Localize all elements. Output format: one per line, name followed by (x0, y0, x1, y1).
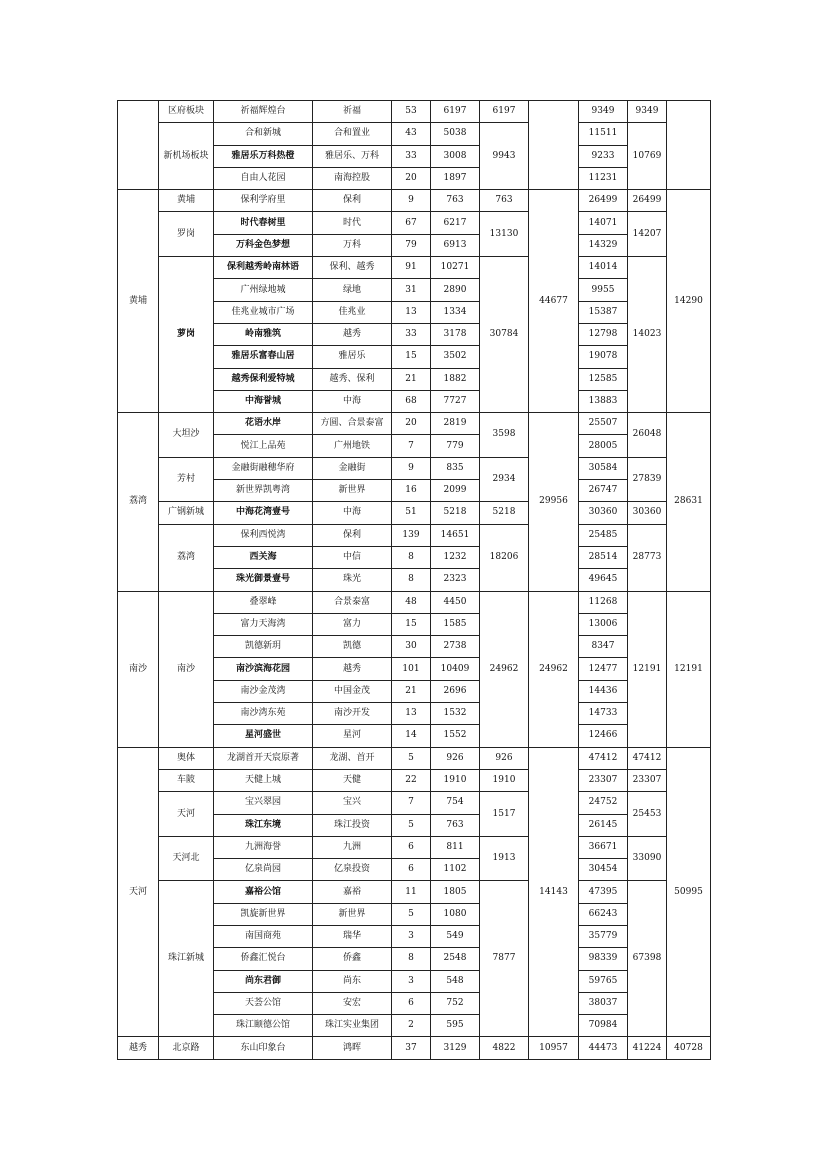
developer-cell: 方圆、合景泰富 (313, 413, 392, 435)
developer-cell: 亿泉投资 (313, 859, 392, 881)
developer-cell: 新世界 (313, 903, 392, 925)
project-name-cell: 东山印象台 (214, 1037, 313, 1059)
project-name-cell: 富力天海湾 (214, 613, 313, 635)
table-row (118, 457, 711, 479)
project-name-cell: 嘉裕公馆 (214, 881, 313, 903)
price-cell: 47395 (579, 881, 628, 903)
price-cell: 15387 (579, 301, 628, 323)
units-cell: 5 (392, 814, 431, 836)
project-name-cell: 祈福辉煌台 (214, 101, 313, 123)
developer-cell: 珠江实业集团 (313, 1015, 392, 1037)
block-avg-price-cell: 47412 (628, 747, 667, 769)
developer-cell: 富力 (313, 613, 392, 635)
district-cell: 天河 (118, 747, 159, 1037)
block-area-sum-cell: 1517 (480, 792, 529, 837)
table-row (118, 792, 711, 814)
price-cell: 66243 (579, 903, 628, 925)
table-row (118, 190, 711, 212)
units-cell: 9 (392, 457, 431, 479)
table-row (118, 257, 711, 279)
units-cell: 15 (392, 346, 431, 368)
project-name-cell: 广州绿地城 (214, 279, 313, 301)
project-name-cell: 亿泉尚园 (214, 859, 313, 881)
area-cell: 3008 (431, 145, 480, 167)
block-avg-price-cell: 26048 (628, 413, 667, 458)
developer-cell: 鸿晖 (313, 1037, 392, 1059)
project-name-cell: 中海誉城 (214, 390, 313, 412)
project-name-cell: 保利越秀岭南林语 (214, 257, 313, 279)
block-avg-price-cell: 12191 (628, 591, 667, 747)
price-cell: 47412 (579, 747, 628, 769)
units-cell: 30 (392, 636, 431, 658)
block-area-sum-cell: 13130 (480, 212, 529, 257)
developer-cell: 合和置业 (313, 123, 392, 145)
district-avg-price-cell: 50995 (667, 747, 711, 1037)
developer-cell: 南沙开发 (313, 703, 392, 725)
price-cell: 98339 (579, 948, 628, 970)
developer-cell: 龙湖、首开 (313, 747, 392, 769)
table-row (118, 212, 711, 234)
project-name-cell: 新世界凯粤湾 (214, 480, 313, 502)
area-cell: 811 (431, 836, 480, 858)
units-cell: 9 (392, 190, 431, 212)
project-name-cell: 佳兆业城市广场 (214, 301, 313, 323)
block-cell: 芳村 (159, 457, 214, 502)
project-name-cell: 花语水岸 (214, 413, 313, 435)
block-cell: 广钢新城 (159, 502, 214, 524)
developer-cell: 保利 (313, 524, 392, 546)
developer-cell: 宝兴 (313, 792, 392, 814)
units-cell: 3 (392, 925, 431, 947)
area-cell: 3178 (431, 323, 480, 345)
area-cell: 835 (431, 457, 480, 479)
project-name-cell: 雅居乐富春山居 (214, 346, 313, 368)
units-cell: 8 (392, 948, 431, 970)
block-avg-price-cell: 9349 (628, 101, 667, 123)
units-cell: 15 (392, 613, 431, 635)
area-cell: 2548 (431, 948, 480, 970)
area-cell: 1334 (431, 301, 480, 323)
block-area-sum-cell: 1910 (480, 769, 529, 791)
area-cell: 763 (431, 814, 480, 836)
price-cell: 14329 (579, 234, 628, 256)
project-name-cell: 雅居乐万科热橙 (214, 145, 313, 167)
price-cell: 14436 (579, 680, 628, 702)
price-cell: 30454 (579, 859, 628, 881)
price-cell: 9955 (579, 279, 628, 301)
block-avg-price-cell: 25453 (628, 792, 667, 837)
table-body (118, 101, 711, 1060)
area-cell: 3129 (431, 1037, 480, 1059)
block-cell: 珠江新城 (159, 881, 214, 1037)
project-name-cell: 九洲海誉 (214, 836, 313, 858)
block-avg-price-cell: 33090 (628, 836, 667, 881)
developer-cell: 佳兆业 (313, 301, 392, 323)
area-cell: 2099 (431, 480, 480, 502)
developer-cell: 合景泰富 (313, 591, 392, 613)
units-cell: 37 (392, 1037, 431, 1059)
developer-cell: 中海 (313, 390, 392, 412)
developer-cell: 天健 (313, 769, 392, 791)
price-cell: 19078 (579, 346, 628, 368)
area-cell: 754 (431, 792, 480, 814)
project-name-cell: 侨鑫汇悦台 (214, 948, 313, 970)
table-row (118, 836, 711, 858)
developer-cell: 珠光 (313, 569, 392, 591)
units-cell: 5 (392, 903, 431, 925)
price-cell: 28514 (579, 546, 628, 568)
block-cell: 北京路 (159, 1037, 214, 1059)
price-cell: 13006 (579, 613, 628, 635)
project-name-cell: 凯德新玥 (214, 636, 313, 658)
project-name-cell: 叠翠峰 (214, 591, 313, 613)
developer-cell: 越秀 (313, 658, 392, 680)
area-cell: 6197 (431, 101, 480, 123)
district-area-total-cell: 29956 (529, 413, 579, 591)
table-row (118, 101, 711, 123)
units-cell: 68 (392, 390, 431, 412)
developer-cell: 珠江投资 (313, 814, 392, 836)
project-name-cell: 尚东君御 (214, 970, 313, 992)
price-cell: 70984 (579, 1015, 628, 1037)
developer-cell: 越秀 (313, 323, 392, 345)
units-cell: 2 (392, 1015, 431, 1037)
area-cell: 549 (431, 925, 480, 947)
units-cell: 67 (392, 212, 431, 234)
table-row (118, 524, 711, 546)
developer-cell: 雅居乐 (313, 346, 392, 368)
district-avg-price-cell: 28631 (667, 413, 711, 591)
developer-cell: 保利 (313, 190, 392, 212)
price-cell: 25507 (579, 413, 628, 435)
units-cell: 51 (392, 502, 431, 524)
units-cell: 14 (392, 725, 431, 747)
price-cell: 9349 (579, 101, 628, 123)
area-cell: 1102 (431, 859, 480, 881)
block-avg-price-cell: 10769 (628, 123, 667, 190)
project-name-cell: 星河盛世 (214, 725, 313, 747)
area-cell: 14651 (431, 524, 480, 546)
project-name-cell: 南国商苑 (214, 925, 313, 947)
block-area-sum-cell: 3598 (480, 413, 529, 458)
developer-cell: 绿地 (313, 279, 392, 301)
project-name-cell: 南沙滨海花园 (214, 658, 313, 680)
project-name-cell: 保利学府里 (214, 190, 313, 212)
area-cell: 1882 (431, 368, 480, 390)
block-avg-price-cell: 30360 (628, 502, 667, 524)
block-area-sum-cell: 1913 (480, 836, 529, 881)
area-cell: 2819 (431, 413, 480, 435)
block-cell: 黄埔 (159, 190, 214, 212)
project-name-cell: 悦江上品苑 (214, 435, 313, 457)
district-avg-price-cell (667, 101, 711, 190)
area-cell: 7727 (431, 390, 480, 412)
project-name-cell: 岭南雅筑 (214, 323, 313, 345)
area-cell: 10409 (431, 658, 480, 680)
developer-cell: 安宏 (313, 992, 392, 1014)
district-cell (118, 101, 159, 190)
project-name-cell: 中海花湾壹号 (214, 502, 313, 524)
units-cell: 33 (392, 145, 431, 167)
area-cell: 548 (431, 970, 480, 992)
developer-cell: 中海 (313, 502, 392, 524)
units-cell: 53 (392, 101, 431, 123)
table-row (118, 747, 711, 769)
price-cell: 24752 (579, 792, 628, 814)
project-name-cell: 珠光御景壹号 (214, 569, 313, 591)
block-cell: 荔湾 (159, 524, 214, 591)
area-cell: 5218 (431, 502, 480, 524)
district-avg-price-cell: 40728 (667, 1037, 711, 1059)
block-cell: 罗岗 (159, 212, 214, 257)
units-cell: 8 (392, 546, 431, 568)
area-cell: 1805 (431, 881, 480, 903)
district-area-total-cell: 10957 (529, 1037, 579, 1059)
price-cell: 30360 (579, 502, 628, 524)
table-row (118, 413, 711, 435)
district-avg-price-cell: 12191 (667, 591, 711, 747)
area-cell: 5038 (431, 123, 480, 145)
price-cell: 26747 (579, 480, 628, 502)
table-row (118, 1037, 711, 1059)
units-cell: 21 (392, 680, 431, 702)
price-cell: 12585 (579, 368, 628, 390)
project-name-cell: 珠江颐德公馆 (214, 1015, 313, 1037)
developer-cell: 中信 (313, 546, 392, 568)
area-cell: 752 (431, 992, 480, 1014)
area-cell: 2323 (431, 569, 480, 591)
area-cell: 6217 (431, 212, 480, 234)
units-cell: 11 (392, 881, 431, 903)
area-cell: 1232 (431, 546, 480, 568)
district-cell: 黄埔 (118, 190, 159, 413)
price-cell: 26499 (579, 190, 628, 212)
developer-cell: 九洲 (313, 836, 392, 858)
project-name-cell: 凯旋新世界 (214, 903, 313, 925)
price-cell: 23307 (579, 769, 628, 791)
area-cell: 763 (431, 190, 480, 212)
units-cell: 5 (392, 747, 431, 769)
project-name-cell: 越秀保利爱特城 (214, 368, 313, 390)
block-area-sum-cell: 6197 (480, 101, 529, 123)
developer-cell: 凯德 (313, 636, 392, 658)
developer-cell: 雅居乐、万科 (313, 145, 392, 167)
price-cell: 11511 (579, 123, 628, 145)
block-area-sum-cell: 30784 (480, 257, 529, 413)
price-cell: 35779 (579, 925, 628, 947)
block-cell: 大坦沙 (159, 413, 214, 458)
district-area-total-cell: 24962 (529, 591, 579, 747)
block-cell: 车陂 (159, 769, 214, 791)
units-cell: 139 (392, 524, 431, 546)
price-cell: 38037 (579, 992, 628, 1014)
units-cell: 7 (392, 792, 431, 814)
project-name-cell: 金融街融穗华府 (214, 457, 313, 479)
units-cell: 7 (392, 435, 431, 457)
units-cell: 22 (392, 769, 431, 791)
developer-cell: 嘉裕 (313, 881, 392, 903)
project-name-cell: 合和新城 (214, 123, 313, 145)
area-cell: 1910 (431, 769, 480, 791)
table-row (118, 502, 711, 524)
project-name-cell: 自由人花园 (214, 167, 313, 189)
units-cell: 20 (392, 413, 431, 435)
price-cell: 8347 (579, 636, 628, 658)
block-avg-price-cell: 41224 (628, 1037, 667, 1059)
developer-cell: 时代 (313, 212, 392, 234)
developer-cell: 瑞华 (313, 925, 392, 947)
developer-cell: 中国金茂 (313, 680, 392, 702)
units-cell: 79 (392, 234, 431, 256)
developer-cell: 越秀、保利 (313, 368, 392, 390)
units-cell: 16 (392, 480, 431, 502)
district-avg-price-cell: 14290 (667, 190, 711, 413)
price-cell: 11231 (579, 167, 628, 189)
block-avg-price-cell: 28773 (628, 524, 667, 591)
developer-cell: 侨鑫 (313, 948, 392, 970)
price-cell: 12798 (579, 323, 628, 345)
price-cell: 14014 (579, 257, 628, 279)
area-cell: 2696 (431, 680, 480, 702)
area-cell: 2890 (431, 279, 480, 301)
project-name-cell: 天荟公馆 (214, 992, 313, 1014)
district-cell: 越秀 (118, 1037, 159, 1059)
block-cell: 萝岗 (159, 257, 214, 413)
district-cell: 荔湾 (118, 413, 159, 591)
project-name-cell: 宝兴翠园 (214, 792, 313, 814)
block-avg-price-cell: 23307 (628, 769, 667, 791)
units-cell: 20 (392, 167, 431, 189)
area-cell: 6913 (431, 234, 480, 256)
units-cell: 6 (392, 836, 431, 858)
area-cell: 595 (431, 1015, 480, 1037)
sales-table (117, 100, 711, 1060)
area-cell: 2738 (431, 636, 480, 658)
block-area-sum-cell: 5218 (480, 502, 529, 524)
price-cell: 49645 (579, 569, 628, 591)
area-cell: 1552 (431, 725, 480, 747)
units-cell: 91 (392, 257, 431, 279)
block-area-sum-cell: 7877 (480, 881, 529, 1037)
district-area-total-cell: 44677 (529, 190, 579, 413)
area-cell: 1532 (431, 703, 480, 725)
price-cell: 28005 (579, 435, 628, 457)
units-cell: 101 (392, 658, 431, 680)
developer-cell: 保利、越秀 (313, 257, 392, 279)
block-cell: 天河北 (159, 836, 214, 881)
project-name-cell: 西关海 (214, 546, 313, 568)
developer-cell: 南海控股 (313, 167, 392, 189)
area-cell: 926 (431, 747, 480, 769)
price-cell: 30584 (579, 457, 628, 479)
block-area-sum-cell: 926 (480, 747, 529, 769)
units-cell: 6 (392, 992, 431, 1014)
project-name-cell: 龙湖首开天宸原著 (214, 747, 313, 769)
units-cell: 13 (392, 301, 431, 323)
block-area-sum-cell: 763 (480, 190, 529, 212)
area-cell: 779 (431, 435, 480, 457)
block-area-sum-cell: 2934 (480, 457, 529, 502)
table-row (118, 123, 711, 145)
price-cell: 13883 (579, 390, 628, 412)
project-name-cell: 南沙金茂湾 (214, 680, 313, 702)
project-name-cell: 南沙湾东苑 (214, 703, 313, 725)
block-area-sum-cell: 4822 (480, 1037, 529, 1059)
district-area-total-cell: 14143 (529, 747, 579, 1037)
price-cell: 25485 (579, 524, 628, 546)
units-cell: 6 (392, 859, 431, 881)
units-cell: 3 (392, 970, 431, 992)
block-avg-price-cell: 27839 (628, 457, 667, 502)
units-cell: 8 (392, 569, 431, 591)
units-cell: 33 (392, 323, 431, 345)
block-area-sum-cell: 18206 (480, 524, 529, 591)
project-name-cell: 天健上城 (214, 769, 313, 791)
price-cell: 12466 (579, 725, 628, 747)
block-cell: 奥体 (159, 747, 214, 769)
block-cell: 天河 (159, 792, 214, 837)
units-cell: 31 (392, 279, 431, 301)
developer-cell: 广州地铁 (313, 435, 392, 457)
price-cell: 9233 (579, 145, 628, 167)
table-row (118, 769, 711, 791)
units-cell: 43 (392, 123, 431, 145)
price-cell: 36671 (579, 836, 628, 858)
developer-cell: 新世界 (313, 480, 392, 502)
block-avg-price-cell: 26499 (628, 190, 667, 212)
table-row (118, 881, 711, 903)
block-area-sum-cell: 9943 (480, 123, 529, 190)
area-cell: 1897 (431, 167, 480, 189)
units-cell: 21 (392, 368, 431, 390)
developer-cell: 金融街 (313, 457, 392, 479)
area-cell: 4450 (431, 591, 480, 613)
project-name-cell: 万科金色梦想 (214, 234, 313, 256)
block-area-sum-cell: 24962 (480, 591, 529, 747)
developer-cell: 万科 (313, 234, 392, 256)
price-cell: 14071 (579, 212, 628, 234)
area-cell: 3502 (431, 346, 480, 368)
block-cell: 区府板块 (159, 101, 214, 123)
developer-cell: 祈福 (313, 101, 392, 123)
price-cell: 26145 (579, 814, 628, 836)
district-area-total-cell (529, 101, 579, 190)
area-cell: 10271 (431, 257, 480, 279)
price-cell: 44473 (579, 1037, 628, 1059)
project-name-cell: 时代春树里 (214, 212, 313, 234)
project-name-cell: 保利西悦湾 (214, 524, 313, 546)
project-name-cell: 珠江东境 (214, 814, 313, 836)
block-avg-price-cell: 14023 (628, 257, 667, 413)
district-cell: 南沙 (118, 591, 159, 747)
developer-cell: 尚东 (313, 970, 392, 992)
price-cell: 11268 (579, 591, 628, 613)
area-cell: 1080 (431, 903, 480, 925)
units-cell: 48 (392, 591, 431, 613)
area-cell: 1585 (431, 613, 480, 635)
block-cell: 新机场板块 (159, 123, 214, 190)
developer-cell: 星河 (313, 725, 392, 747)
table-row (118, 591, 711, 613)
price-cell: 59765 (579, 970, 628, 992)
block-cell: 南沙 (159, 591, 214, 747)
block-avg-price-cell: 14207 (628, 212, 667, 257)
block-avg-price-cell: 67398 (628, 881, 667, 1037)
price-cell: 14733 (579, 703, 628, 725)
units-cell: 13 (392, 703, 431, 725)
price-cell: 12477 (579, 658, 628, 680)
